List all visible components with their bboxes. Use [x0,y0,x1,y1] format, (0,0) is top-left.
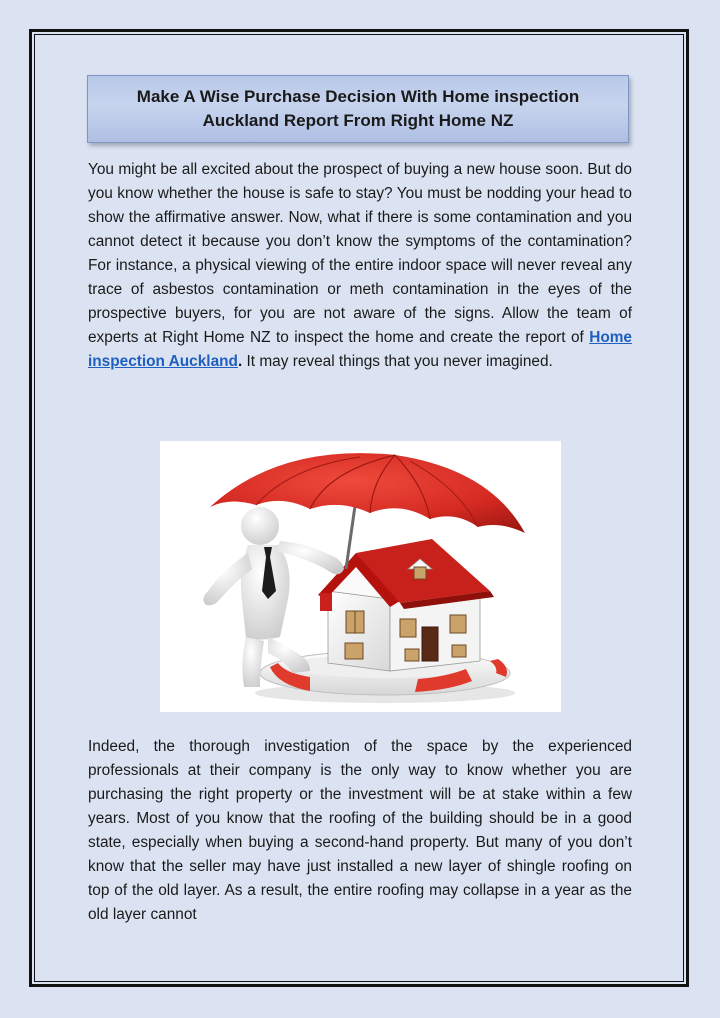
house-under-umbrella-illustration [160,441,561,712]
house-chimney [320,593,332,611]
link-period: . [237,353,243,370]
home-inspection-auckland-link[interactable]: Home inspection Auckland [88,329,632,370]
body-paragraph: Indeed, the thorough investigation of the space by the experienced professionals at their company is the only way to know whether you are purchasing the right property or the investment will be at stake within a few years. Most of you know that the roofing of the building should be in a good state, especially when buying a second-hand property. But many of you don’t know that the seller may have just installed a new layer of shingle roofing on top of the old layer. As a result, the entire roofing may collapse in a year as the old layer cannot [88,738,632,923]
figure-leg-back [242,637,264,687]
intro-text: You might be all excited about the prospect of buying a new house soon. But do you know whether the house is safe to stay? You must be nodding your head to show the affirmative answer. Now, what if there is some contamination and you cannot detect it because you don’t know the symptoms of the contamination? For instance, a physical viewing of the entire indoor space will never reveal any trace of asbestos contamination or meth contamination in the eyes of the prospective buyers, for you are not aware of the signs. Allow the team of experts at Right Home NZ to inspect the home and create the report of [88,161,632,346]
house-under-umbrella-icon [160,441,561,712]
page-title: Make A Wise Purchase Decision With Home inspection Auckland Report From Right Home NZ [136,87,580,130]
house-door [422,627,438,661]
figure-head [241,507,279,545]
intro-paragraph [88,158,632,374]
intro-text-end: It may reveal things that you never imagined. [242,353,553,370]
title-box [87,75,629,143]
